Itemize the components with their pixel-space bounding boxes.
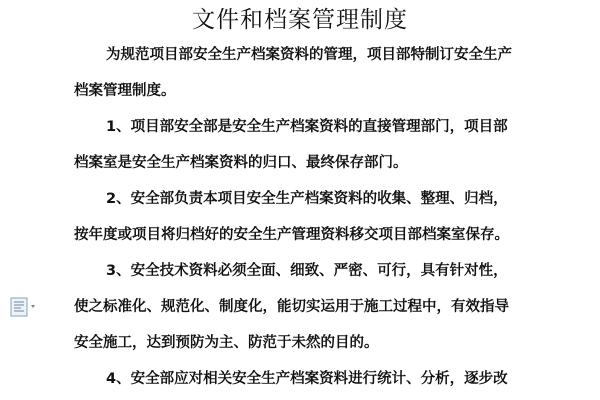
body-line: 4、安全部应对相关安全生产档案资料进行统计、分析，逐步改 [106,371,508,387]
body-line: 档案管理制度。 [74,83,176,99]
body-line: 2、安全部负责本项目安全生产档案资料的收集、整理、归档， [106,191,508,207]
body-line: 档案室是安全生产档案资料的归口、最终保存部门。 [74,155,408,171]
body-line: 按年度或项目将归档好的安全生产管理资料移交项目部档案室保存。 [74,227,509,243]
document-title: 文件和档案管理制度 [192,7,408,33]
body-line: 3、安全技术资料必须全面、细致、严密、可行，具有针对性， [106,263,508,279]
paragraph-options-icon[interactable] [10,297,40,317]
body-line: 1、项目部安全部是安全生产档案资料的直接管理部门，项目部 [106,119,508,135]
body-line: 为规范项目部安全生产档案资料的管理，项目部特制订安全生产 [106,47,512,63]
body-line: 安全施工，达到预防为主、防范于未然的目的。 [74,335,379,351]
body-line: 使之标准化、规范化、制度化，能切实运用于施工过程中，有效指导 [74,299,509,315]
